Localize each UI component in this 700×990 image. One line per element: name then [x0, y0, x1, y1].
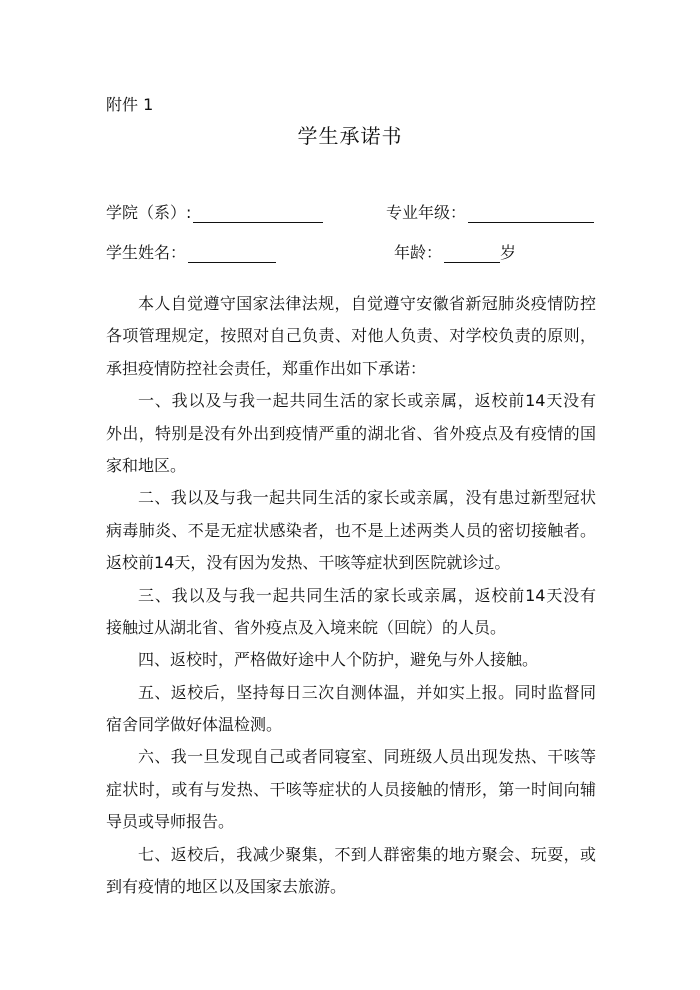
paragraph: [106, 580, 596, 645]
college-blank[interactable]: [193, 208, 323, 223]
paragraph-line: 一、我以及与我一起共同生活的家长或亲属，返校前14天没有: [138, 391, 596, 411]
paragraph-line: 宿舍同学做好体温检测。: [106, 715, 283, 735]
major-blank[interactable]: [468, 208, 594, 223]
paragraph-line: 六、我一旦发现自己或者同寝室、同班级人员出现发热、干咳等: [138, 747, 596, 767]
paragraph-line: 返校前14天，没有因为发热、干咳等症状到医院就诊过。: [106, 553, 511, 573]
name-field: [106, 240, 276, 263]
paragraph: [106, 482, 596, 579]
paragraph: [106, 677, 596, 742]
paragraph-line: 到有疫情的地区以及国家去旅游。: [106, 877, 347, 897]
name-blank[interactable]: [188, 248, 276, 263]
paragraph-line: 导员或导师报告。: [106, 812, 235, 832]
paragraph-line: 二、我以及与我一起共同生活的家长或亲属，没有患过新型冠状: [138, 488, 596, 508]
name-label: 学生姓名：: [106, 243, 187, 262]
paragraph: [106, 644, 596, 676]
paragraph-line: 三、我以及与我一起共同生活的家长或亲属，返校前14天没有: [138, 585, 596, 605]
major-field: [386, 200, 594, 223]
major-label: 专业年级：: [386, 203, 467, 222]
paragraph-line: 症状时，或有与发热、干咳等症状的人员接触的情形，第一时间向辅: [106, 779, 596, 799]
attachment-label: 附件 1: [106, 95, 154, 114]
document-title: 学生承诺书: [297, 124, 403, 148]
paragraph-line: 四、返校时，严格做好途中人个防护，避免与外人接触。: [138, 650, 539, 670]
paragraph-line: 本人自觉遵守国家法律法规，自觉遵守安徽省新冠肺炎疫情防控: [138, 294, 596, 313]
age-label: 年龄：: [394, 243, 443, 262]
paragraph-line: 承担疫情防控社会责任，郑重作出如下承诺：: [106, 358, 427, 378]
paragraph: [106, 288, 596, 385]
paragraph-line: 五、返校后，坚持每日三次自测体温，并如实上报。同时监督同: [138, 682, 596, 702]
paragraph-line: 家和地区。: [106, 455, 187, 475]
paragraph: [106, 385, 596, 482]
paragraph-line: 七、返校后，我减少聚集，不到人群密集的地方聚会、玩耍，或: [138, 844, 596, 864]
college-label: 学院（系）:: [106, 203, 192, 222]
age-blank[interactable]: [444, 248, 500, 263]
paragraph-line: 各项管理规定，按照对自己负责、对他人负责、对学校负责的原则，: [106, 326, 596, 346]
paragraph-line: 外出，特别是没有外出到疫情严重的湖北省、省外疫点及有疫情的国: [106, 423, 596, 443]
paragraph-line: 病毒肺炎、不是无症状感染者，也不是上述两类人员的密切接触者。: [106, 520, 596, 540]
commitment-body: [106, 288, 596, 903]
paragraph: [106, 741, 596, 838]
age-field: [394, 240, 516, 263]
age-unit: 岁: [500, 243, 517, 262]
paragraph: [106, 839, 596, 904]
paragraph-line: 接触过从湖北省、省外疫点及入境来皖（回皖）的人员。: [106, 617, 507, 637]
college-field: [106, 200, 323, 223]
